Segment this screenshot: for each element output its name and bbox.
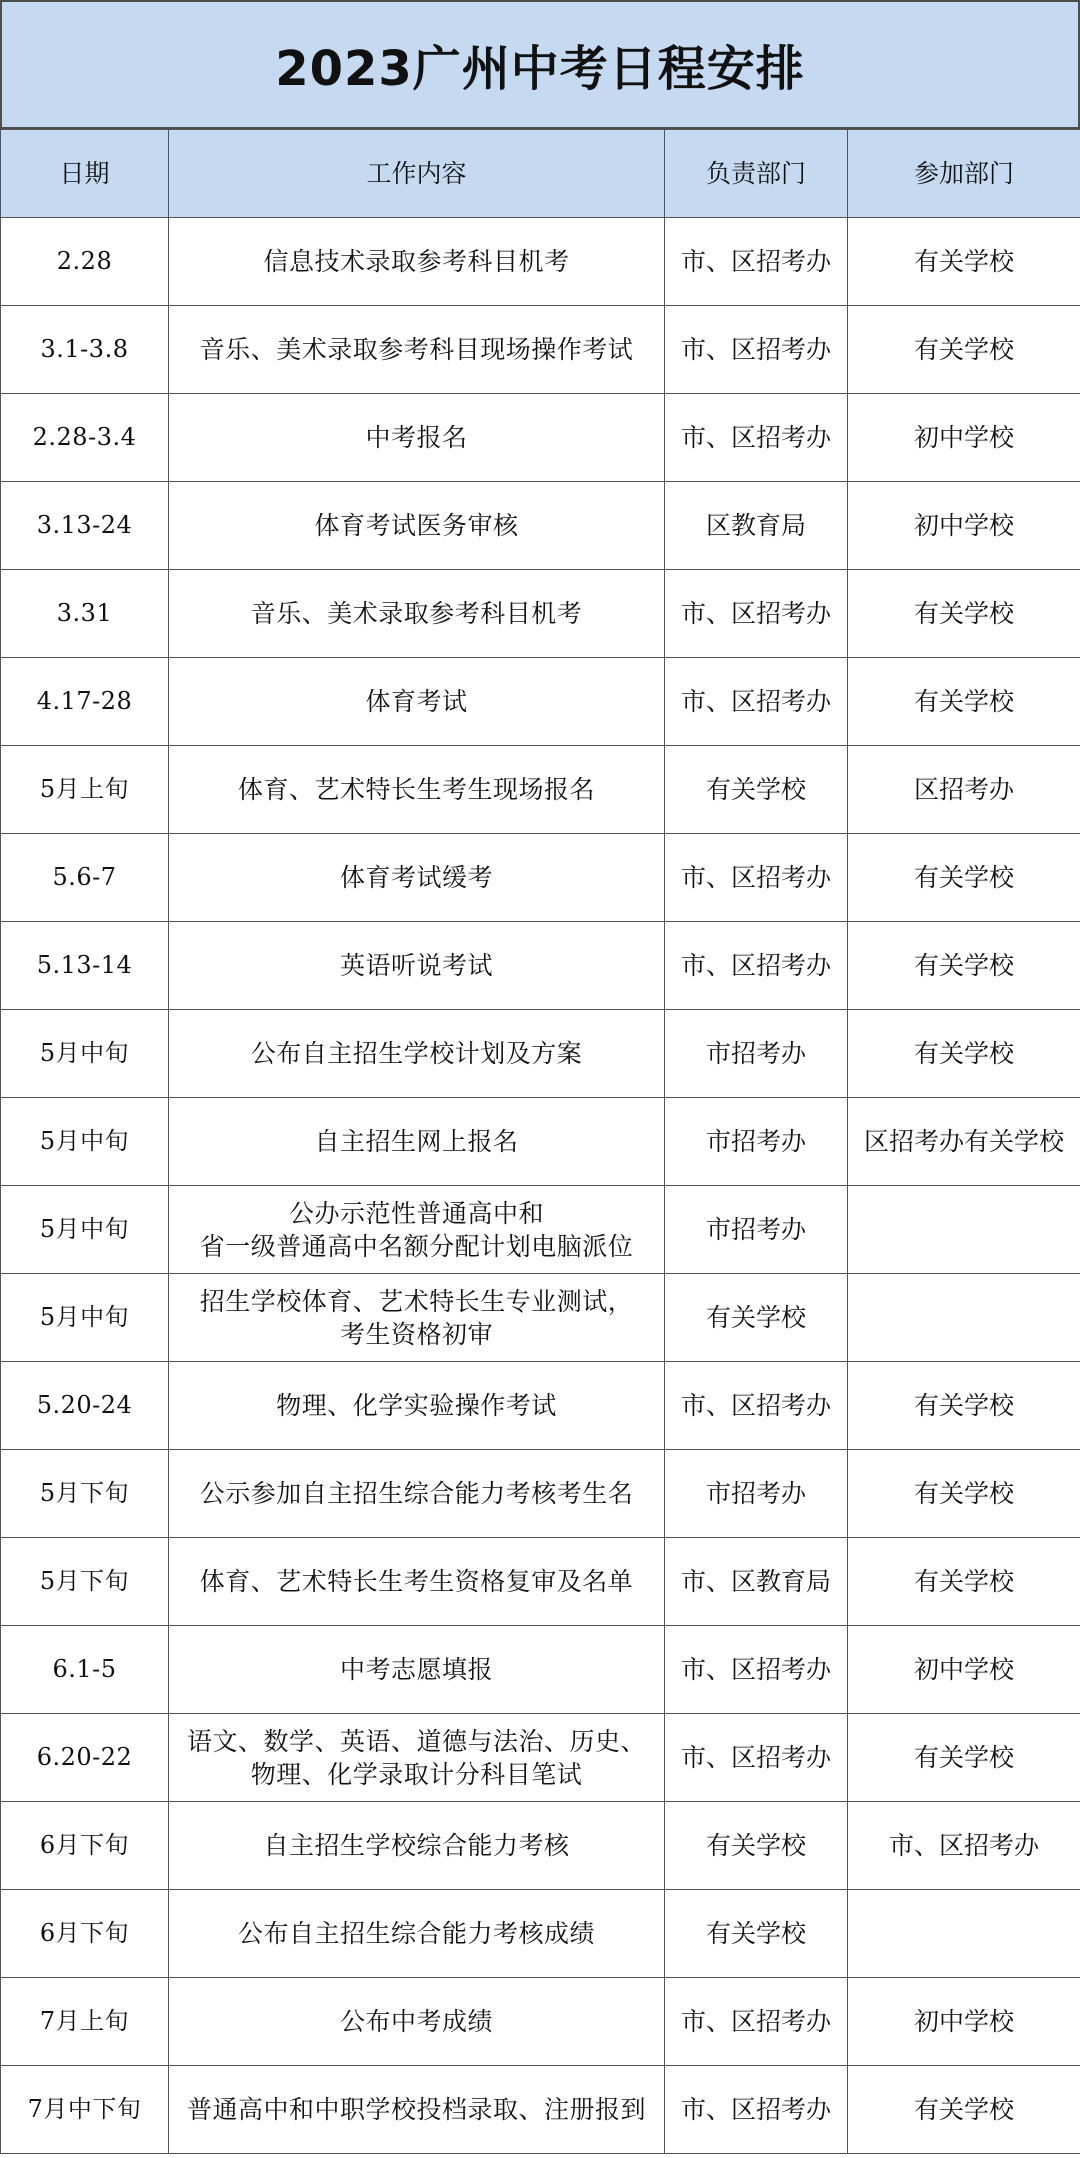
participating-dept-cell — [848, 1890, 1080, 1978]
table-row — [1, 1714, 1080, 1802]
participating-dept-cell: 区招考办有关学校 — [848, 1098, 1080, 1186]
participating-dept-cell: 有关学校 — [848, 306, 1080, 394]
work-content-cell — [169, 1274, 665, 1362]
work-content-cell — [169, 834, 665, 922]
work-content-cell — [169, 658, 665, 746]
work-content-line: 自主招生学校综合能力考核 — [263, 1831, 570, 1860]
work-content-line: 考生资格初审 — [339, 1319, 493, 1349]
table-row — [1, 2066, 1080, 2154]
date-cell: 6.20-22 — [1, 1714, 169, 1802]
participating-dept-cell: 有关学校 — [848, 1450, 1080, 1538]
date-cell: 2.28 — [1, 218, 169, 306]
responsible-dept-cell: 市、区招考办 — [665, 218, 848, 306]
work-content-cell — [169, 1362, 665, 1450]
work-content-cell — [169, 1450, 665, 1538]
table-row — [1, 1890, 1080, 1978]
participating-dept-cell: 有关学校 — [848, 1714, 1080, 1802]
work-content-line: 公布自主招生学校计划及方案 — [250, 1039, 583, 1068]
work-content-line: 体育考试医务审核 — [314, 511, 519, 540]
work-content-line: 省一级普通高中名额分配计划电脑派位 — [199, 1231, 634, 1261]
work-content-cell — [169, 922, 665, 1010]
table-row — [1, 1626, 1080, 1714]
work-content-cell — [169, 306, 665, 394]
responsible-dept-cell: 市、区招考办 — [665, 394, 848, 482]
work-content-line: 自主招生网上报名 — [314, 1127, 519, 1156]
table-row — [1, 482, 1080, 570]
participating-dept-cell: 有关学校 — [848, 922, 1080, 1010]
responsible-dept-cell: 有关学校 — [665, 1890, 848, 1978]
responsible-dept-cell: 市招考办 — [665, 1186, 848, 1274]
responsible-dept-cell: 市招考办 — [665, 1098, 848, 1186]
date-cell: 7月上旬 — [1, 1978, 169, 2066]
table-row — [1, 1010, 1080, 1098]
work-content-line: 公办示范性普通高中和 — [288, 1198, 544, 1228]
date-cell: 3.31 — [1, 570, 169, 658]
responsible-dept-cell: 市、区招考办 — [665, 834, 848, 922]
date-cell: 6.1-5 — [1, 1626, 169, 1714]
table-row — [1, 218, 1080, 306]
table-row — [1, 570, 1080, 658]
work-content-line: 体育、艺术特长生考生资格复审及名单 — [199, 1567, 634, 1596]
responsible-dept-cell: 市招考办 — [665, 1010, 848, 1098]
participating-dept-cell: 有关学校 — [848, 1538, 1080, 1626]
work-content-line: 音乐、美术录取参考科目现场操作考试 — [199, 335, 634, 364]
date-cell: 5.20-24 — [1, 1362, 169, 1450]
responsible-dept-cell: 有关学校 — [665, 1802, 848, 1890]
responsible-dept-cell: 市、区招考办 — [665, 1978, 848, 2066]
work-content-line: 体育、艺术特长生考生现场报名 — [237, 775, 595, 804]
table-row — [1, 658, 1080, 746]
work-content-line: 音乐、美术录取参考科目机考 — [250, 599, 583, 628]
participating-dept-cell: 有关学校 — [848, 1362, 1080, 1450]
header-row — [1, 130, 1080, 218]
date-cell: 3.13-24 — [1, 482, 169, 570]
work-content-cell — [169, 1010, 665, 1098]
work-content-cell — [169, 1714, 665, 1802]
responsible-dept-cell: 市、区招考办 — [665, 1714, 848, 1802]
participating-dept-cell: 有关学校 — [848, 570, 1080, 658]
participating-dept-cell: 有关学校 — [848, 658, 1080, 746]
table-row — [1, 1802, 1080, 1890]
work-content-cell — [169, 1978, 665, 2066]
participating-dept-cell — [848, 1186, 1080, 1274]
table-row — [1, 746, 1080, 834]
work-content-cell — [169, 1186, 665, 1274]
participating-dept-cell: 初中学校 — [848, 1978, 1080, 2066]
date-cell: 5月中旬 — [1, 1010, 169, 1098]
responsible-dept-cell: 有关学校 — [665, 746, 848, 834]
date-cell: 5月下旬 — [1, 1538, 169, 1626]
responsible-dept-cell: 市、区招考办 — [665, 1626, 848, 1714]
participating-dept-cell: 初中学校 — [848, 1626, 1080, 1714]
header-date: 日期 — [1, 130, 169, 218]
responsible-dept-cell: 市、区招考办 — [665, 658, 848, 746]
title-bar — [0, 0, 1080, 129]
work-content-cell — [169, 746, 665, 834]
work-content-line: 体育考试 — [365, 687, 468, 716]
work-content-line: 信息技术录取参考科目机考 — [263, 247, 570, 276]
header-responsible-dept: 负责部门 — [665, 130, 848, 218]
date-cell: 2.28-3.4 — [1, 394, 169, 482]
responsible-dept-cell: 市招考办 — [665, 1450, 848, 1538]
date-cell: 5月上旬 — [1, 746, 169, 834]
participating-dept-cell: 有关学校 — [848, 2066, 1080, 2154]
work-content-line: 体育考试缓考 — [339, 863, 493, 892]
header-participating-dept: 参加部门 — [848, 130, 1080, 218]
work-content-cell — [169, 482, 665, 570]
responsible-dept-cell: 市、区招考办 — [665, 306, 848, 394]
date-cell: 5月下旬 — [1, 1450, 169, 1538]
responsible-dept-cell: 市、区教育局 — [665, 1538, 848, 1626]
date-cell: 5.6-7 — [1, 834, 169, 922]
date-cell: 6月下旬 — [1, 1802, 169, 1890]
work-content-cell — [169, 2066, 665, 2154]
table-row — [1, 306, 1080, 394]
date-cell: 5月中旬 — [1, 1274, 169, 1362]
date-cell: 7月中下旬 — [1, 2066, 169, 2154]
work-content-cell — [169, 570, 665, 658]
participating-dept-cell: 初中学校 — [848, 482, 1080, 570]
page-title: 2023广州中考日程安排 — [275, 41, 805, 97]
date-cell: 6月下旬 — [1, 1890, 169, 1978]
work-content-line: 中考志愿填报 — [339, 1655, 493, 1684]
table-body — [1, 218, 1080, 2154]
work-content-line: 公布中考成绩 — [339, 2007, 493, 2036]
work-content-cell — [169, 1538, 665, 1626]
table-row — [1, 1450, 1080, 1538]
work-content-line: 招生学校体育、艺术特长生专业测试， — [199, 1286, 634, 1316]
work-content-cell — [169, 394, 665, 482]
responsible-dept-cell: 市、区招考办 — [665, 922, 848, 1010]
table-row — [1, 1362, 1080, 1450]
table-row — [1, 1274, 1080, 1362]
participating-dept-cell — [848, 1274, 1080, 1362]
work-content-cell — [169, 1626, 665, 1714]
table-row — [1, 1978, 1080, 2066]
participating-dept-cell: 初中学校 — [848, 394, 1080, 482]
work-content-cell — [169, 1802, 665, 1890]
responsible-dept-cell: 有关学校 — [665, 1274, 848, 1362]
date-cell: 5.13-14 — [1, 922, 169, 1010]
participating-dept-cell: 有关学校 — [848, 218, 1080, 306]
date-cell: 3.1-3.8 — [1, 306, 169, 394]
participating-dept-cell: 有关学校 — [848, 834, 1080, 922]
date-cell: 4.17-28 — [1, 658, 169, 746]
work-content-cell — [169, 1098, 665, 1186]
header-work-content: 工作内容 — [169, 130, 665, 218]
date-cell: 5月中旬 — [1, 1098, 169, 1186]
responsible-dept-cell: 市、区招考办 — [665, 570, 848, 658]
work-content-line: 语文、数学、英语、道德与法治、历史、 — [186, 1726, 646, 1756]
work-content-cell — [169, 218, 665, 306]
participating-dept-cell: 有关学校 — [848, 1010, 1080, 1098]
table-row — [1, 1538, 1080, 1626]
table-row — [1, 394, 1080, 482]
work-content-line: 公示参加自主招生综合能力考核考生名 — [199, 1479, 634, 1508]
responsible-dept-cell: 市、区招考办 — [665, 1362, 848, 1450]
table-header — [1, 130, 1080, 218]
work-content-cell — [169, 1890, 665, 1978]
responsible-dept-cell: 市、区招考办 — [665, 2066, 848, 2154]
work-content-line: 物理、化学实验操作考试 — [276, 1391, 557, 1420]
work-content-line: 公布自主招生综合能力考核成绩 — [237, 1919, 595, 1948]
table-row — [1, 834, 1080, 922]
work-content-line: 英语听说考试 — [339, 951, 493, 980]
work-content-line: 物理、化学录取计分科目笔试 — [250, 1759, 583, 1789]
work-content-line: 中考报名 — [365, 423, 468, 452]
table-row — [1, 922, 1080, 1010]
work-content-line: 普通高中和中职学校投档录取、注册报到 — [186, 2095, 646, 2124]
schedule-table — [0, 129, 1080, 2154]
participating-dept-cell: 市、区招考办 — [848, 1802, 1080, 1890]
date-cell: 5月中旬 — [1, 1186, 169, 1274]
table-row — [1, 1186, 1080, 1274]
participating-dept-cell: 区招考办 — [848, 746, 1080, 834]
table-row — [1, 1098, 1080, 1186]
responsible-dept-cell: 区教育局 — [665, 482, 848, 570]
